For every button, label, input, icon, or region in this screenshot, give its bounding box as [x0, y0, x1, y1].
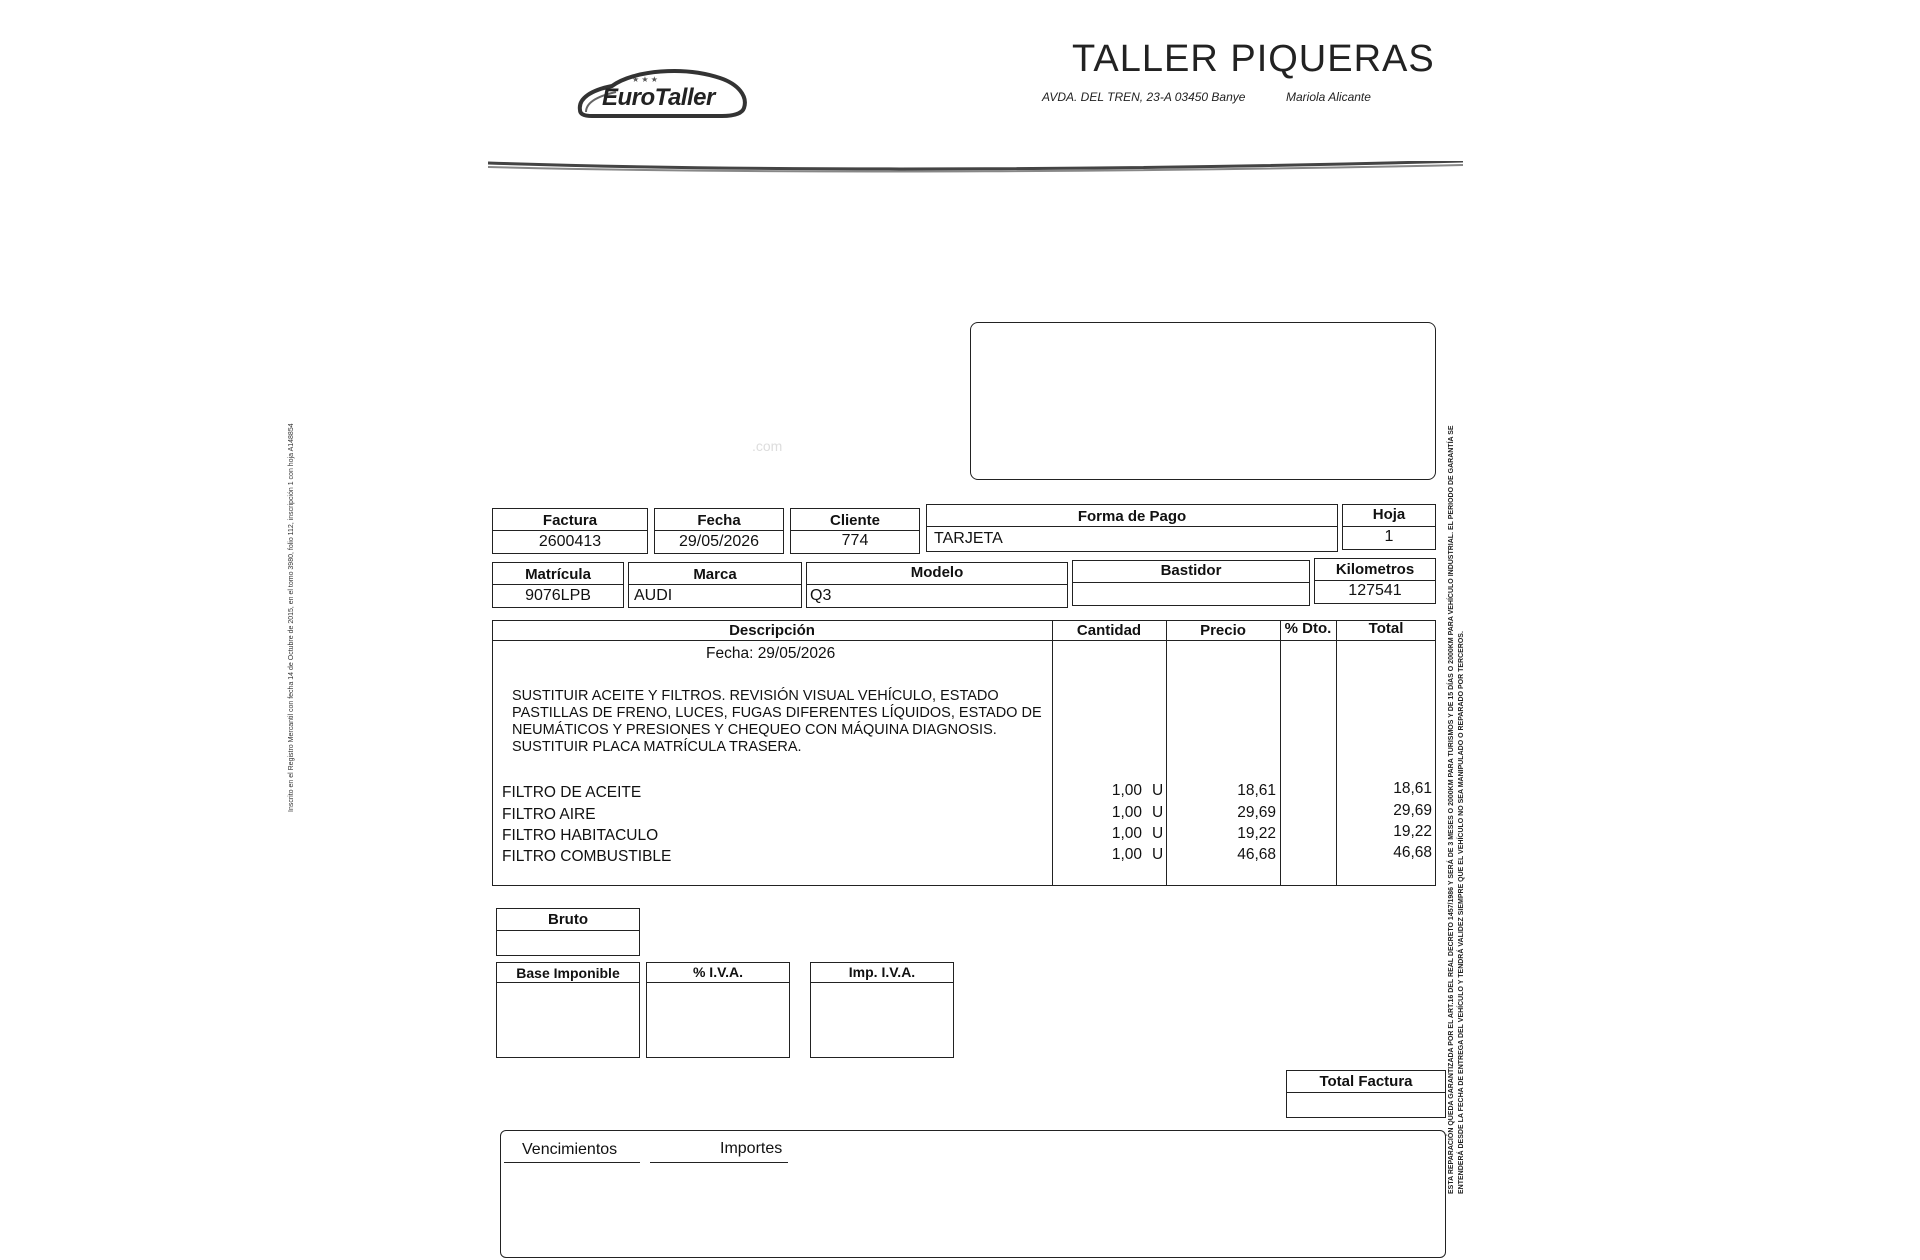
bastidor-label: Bastidor: [1160, 562, 1222, 579]
lines-date: Fecha: 29/05/2026: [706, 645, 836, 662]
item-total: 29,69: [1393, 802, 1432, 819]
warranty-side-text-1: ESTA REPARACIÓN QUEDA GARANTIZADA POR EL ART.16 DEL REAL DECRETO 1457/1986 Y SERÁ DE 3 MESES O 2000KM PARA TURISMOS Y DE 15 DÍAS O 2000KM PARA VEHÍCULO INDUSTRIAL. EL PERIODO DE GARANTÍA SE: [1448, 425, 1455, 1194]
forma-pago-value: TARJETA: [934, 530, 1003, 547]
col-precio: Precio: [1200, 622, 1246, 639]
shop-address-right: Mariola Alicante: [1286, 90, 1371, 104]
fecha-value: 29/05/2026: [678, 533, 760, 550]
cliente-label: Cliente: [829, 512, 880, 529]
item-qty: 1,00: [1111, 782, 1142, 799]
item-desc: FILTRO AIRE: [502, 806, 596, 823]
item-price: 19,22: [1237, 825, 1276, 842]
item-desc: FILTRO DE ACEITE: [502, 784, 642, 801]
item-qty: 1,00: [1111, 825, 1142, 842]
iva-pct-label: % I.V.A.: [692, 964, 744, 980]
item-price: 18,61: [1237, 782, 1276, 799]
fecha-label: Fecha: [697, 512, 741, 529]
item-unit: U: [1152, 825, 1164, 842]
work-desc-line-3: NEUMÁTICOS Y PRESIONES Y CHEQUEO CON MÁQUINA DIAGNOSIS.: [512, 722, 997, 738]
forma-pago-label: Forma de Pago: [1077, 508, 1187, 525]
item-total: 18,61: [1393, 780, 1432, 797]
col-cantidad: Cantidad: [1076, 622, 1142, 639]
header-rule: [488, 160, 1463, 168]
bruto-label: Bruto: [548, 911, 588, 928]
work-desc-line-1: SUSTITUIR ACEITE Y FILTROS. REVISIÓN VISUAL VEHÍCULO, ESTADO: [512, 688, 999, 704]
factura-label: Factura: [542, 512, 598, 529]
vencimientos-box: [500, 1130, 1446, 1258]
importes-label: Importes: [720, 1140, 783, 1157]
work-desc-line-4: SUSTITUIR PLACA MATRÍCULA TRASERA.: [512, 739, 802, 755]
km-label: Kilometros: [1335, 561, 1415, 578]
shop-address-left: AVDA. DEL TREN, 23-A 03450 Banye: [1042, 90, 1246, 104]
modelo-label: Modelo: [910, 564, 964, 581]
marca-value: AUDI: [634, 587, 673, 604]
item-qty: 1,00: [1111, 804, 1142, 821]
marca-label: Marca: [693, 566, 737, 583]
total-factura-label: Total Factura: [1319, 1073, 1413, 1090]
col-total: Total: [1368, 620, 1404, 637]
item-unit: U: [1152, 804, 1164, 821]
svg-text:★ ★ ★: ★ ★ ★: [632, 75, 658, 84]
logo-text: EuroTaller: [602, 84, 715, 111]
item-total: 19,22: [1393, 823, 1432, 840]
hoja-label: Hoja: [1372, 506, 1406, 523]
vencimientos-label: Vencimientos: [522, 1141, 618, 1158]
matricula-value: 9076LPB: [525, 587, 591, 604]
item-desc: FILTRO COMBUSTIBLE: [502, 848, 672, 865]
shop-name: TALLER PIQUERAS: [1072, 38, 1435, 80]
item-desc: FILTRO HABITACULO: [502, 827, 659, 844]
recipient-fragment: .com: [752, 438, 783, 454]
work-desc-line-2: PASTILLAS DE FRENO, LUCES, FUGAS DIFERENTES LÍQUIDOS, ESTADO DE: [512, 705, 1042, 721]
base-imponible-label: Base Imponible: [516, 965, 620, 981]
col-descripcion: Descripción: [729, 622, 815, 639]
factura-value: 2600413: [538, 533, 602, 550]
matricula-label: Matrícula: [525, 566, 591, 583]
item-total: 46,68: [1393, 844, 1432, 861]
col-dto: % Dto.: [1284, 620, 1332, 637]
hoja-value: 1: [1384, 528, 1394, 545]
item-price: 29,69: [1237, 804, 1276, 821]
km-value: 127541: [1348, 582, 1402, 599]
recipient-box: [970, 322, 1436, 480]
registry-side-text: Inscrito en el Registro Mercantil con fecha 14 de Octubre de 2015, en el tomo 3980, folio 112, inscripción 1 con hoja A148854: [288, 423, 295, 812]
item-price: 46,68: [1237, 846, 1276, 863]
item-qty: 1,00: [1111, 846, 1142, 863]
imp-iva-label: Imp. I.V.A.: [848, 964, 916, 980]
modelo-value: Q3: [810, 587, 832, 604]
warranty-side-text-2: ENTENDERÁ DESDE LA FECHA DE ENTREGA DEL VEHÍCULO Y TENDRÁ VALIDEZ SIEMPRE QUE EL VEHÍCULO NO SEA MANIPULADO O REPARADO POR TERCEROS.: [1458, 631, 1465, 1194]
eurotaller-logo: [572, 62, 752, 124]
item-unit: U: [1152, 846, 1164, 863]
cliente-value: 774: [841, 532, 869, 549]
item-unit: U: [1152, 782, 1164, 799]
